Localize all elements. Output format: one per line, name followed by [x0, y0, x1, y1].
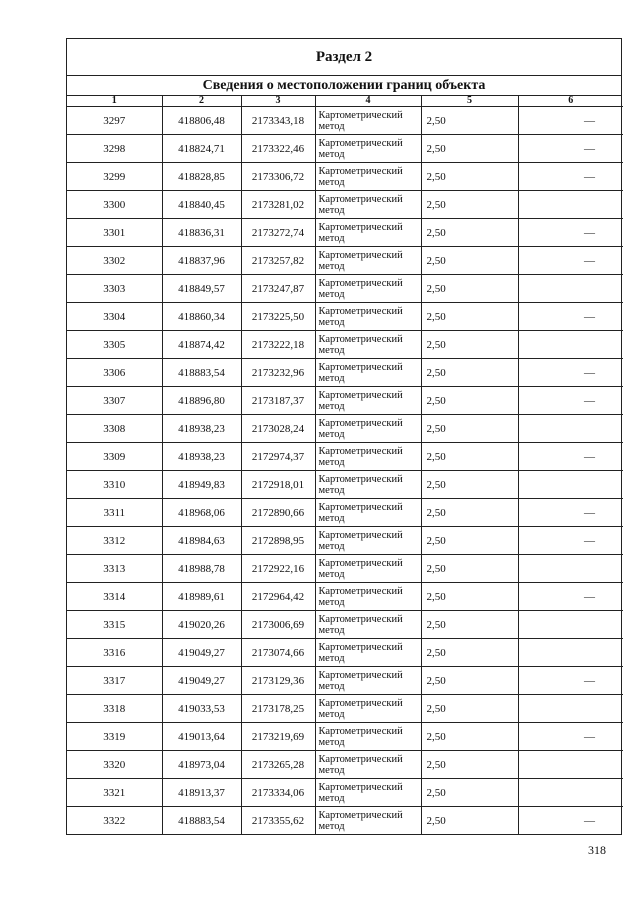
table-row — [67, 527, 623, 555]
x-coordinate-cell: 419049,27 — [162, 639, 241, 667]
point-number-cell: 3299 — [67, 163, 162, 191]
y-coordinate-cell: 2173257,82 — [241, 247, 315, 275]
document-frame — [66, 38, 622, 835]
precision-cell: 2,50 — [421, 751, 518, 779]
method-cell: Картометрический метод — [315, 163, 421, 191]
precision-cell: 2,50 — [421, 555, 518, 583]
x-coordinate-cell: 418836,31 — [162, 219, 241, 247]
point-number-cell: 3313 — [67, 555, 162, 583]
y-coordinate-cell: 2172974,37 — [241, 443, 315, 471]
point-number-cell: 3309 — [67, 443, 162, 471]
point-number-cell: 3316 — [67, 639, 162, 667]
y-coordinate-cell: 2173322,46 — [241, 135, 315, 163]
y-coordinate-cell: 2173222,18 — [241, 331, 315, 359]
method-cell: Картометрический метод — [315, 527, 421, 555]
precision-cell: 2,50 — [421, 219, 518, 247]
point-number-cell: 3307 — [67, 387, 162, 415]
method-cell: Картометрический метод — [315, 471, 421, 499]
x-coordinate-cell: 418968,06 — [162, 499, 241, 527]
note-cell — [518, 191, 623, 219]
point-number-cell: 3301 — [67, 219, 162, 247]
note-cell — [518, 751, 623, 779]
point-number-cell: 3302 — [67, 247, 162, 275]
x-coordinate-cell: 418988,78 — [162, 555, 241, 583]
method-cell: Картометрический метод — [315, 275, 421, 303]
y-coordinate-cell: 2172898,95 — [241, 527, 315, 555]
note-cell: — — [518, 163, 623, 191]
x-coordinate-cell: 418989,61 — [162, 583, 241, 611]
note-cell: — — [518, 723, 623, 751]
point-number-cell: 3297 — [67, 107, 162, 135]
note-cell — [518, 779, 623, 807]
table-row — [67, 387, 623, 415]
y-coordinate-cell: 2172918,01 — [241, 471, 315, 499]
x-coordinate-cell: 418973,04 — [162, 751, 241, 779]
table-row — [67, 499, 623, 527]
note-cell: — — [518, 667, 623, 695]
table-row — [67, 807, 623, 835]
point-number-cell: 3311 — [67, 499, 162, 527]
table-row — [67, 471, 623, 499]
column-header: 2 — [162, 96, 241, 107]
method-cell: Картометрический метод — [315, 555, 421, 583]
table-row — [67, 219, 623, 247]
precision-cell: 2,50 — [421, 639, 518, 667]
precision-cell: 2,50 — [421, 163, 518, 191]
x-coordinate-cell: 418874,42 — [162, 331, 241, 359]
table-row — [67, 611, 623, 639]
point-number-cell: 3314 — [67, 583, 162, 611]
table-row — [67, 415, 623, 443]
point-number-cell: 3305 — [67, 331, 162, 359]
x-coordinate-cell: 418828,85 — [162, 163, 241, 191]
precision-cell: 2,50 — [421, 807, 518, 835]
precision-cell: 2,50 — [421, 695, 518, 723]
table-row — [67, 555, 623, 583]
method-cell: Картометрический метод — [315, 611, 421, 639]
table-body — [67, 107, 623, 835]
precision-cell: 2,50 — [421, 387, 518, 415]
precision-cell: 2,50 — [421, 779, 518, 807]
point-number-cell: 3298 — [67, 135, 162, 163]
precision-cell: 2,50 — [421, 415, 518, 443]
point-number-cell: 3303 — [67, 275, 162, 303]
note-cell: — — [518, 807, 623, 835]
precision-cell: 2,50 — [421, 471, 518, 499]
y-coordinate-cell: 2173219,69 — [241, 723, 315, 751]
y-coordinate-cell: 2173028,24 — [241, 415, 315, 443]
point-number-cell: 3319 — [67, 723, 162, 751]
note-cell — [518, 639, 623, 667]
table-row — [67, 779, 623, 807]
method-cell: Картометрический метод — [315, 387, 421, 415]
table-row — [67, 331, 623, 359]
x-coordinate-cell: 418883,54 — [162, 807, 241, 835]
note-cell: — — [518, 443, 623, 471]
x-coordinate-cell: 419033,53 — [162, 695, 241, 723]
x-coordinate-cell: 418849,57 — [162, 275, 241, 303]
note-cell — [518, 555, 623, 583]
method-cell: Картометрический метод — [315, 723, 421, 751]
method-cell: Картометрический метод — [315, 247, 421, 275]
x-coordinate-cell: 418840,45 — [162, 191, 241, 219]
table-row — [67, 359, 623, 387]
note-cell — [518, 695, 623, 723]
x-coordinate-cell: 419020,26 — [162, 611, 241, 639]
y-coordinate-cell: 2173129,36 — [241, 667, 315, 695]
x-coordinate-cell: 419049,27 — [162, 667, 241, 695]
table-row — [67, 163, 623, 191]
table-row — [67, 639, 623, 667]
precision-cell: 2,50 — [421, 583, 518, 611]
y-coordinate-cell: 2173006,69 — [241, 611, 315, 639]
table-row — [67, 695, 623, 723]
method-cell: Картометрический метод — [315, 303, 421, 331]
note-cell — [518, 611, 623, 639]
table-row — [67, 191, 623, 219]
column-header: 6 — [518, 96, 623, 107]
y-coordinate-cell: 2173247,87 — [241, 275, 315, 303]
method-cell: Картометрический метод — [315, 751, 421, 779]
x-coordinate-cell: 418938,23 — [162, 415, 241, 443]
y-coordinate-cell: 2173232,96 — [241, 359, 315, 387]
precision-cell: 2,50 — [421, 135, 518, 163]
point-number-cell: 3304 — [67, 303, 162, 331]
x-coordinate-cell: 418984,63 — [162, 527, 241, 555]
precision-cell: 2,50 — [421, 611, 518, 639]
y-coordinate-cell: 2173343,18 — [241, 107, 315, 135]
point-number-cell: 3318 — [67, 695, 162, 723]
section-subtitle: Сведения о местоположении границ объекта — [67, 76, 621, 96]
x-coordinate-cell: 418860,34 — [162, 303, 241, 331]
method-cell: Картометрический метод — [315, 695, 421, 723]
y-coordinate-cell: 2172922,16 — [241, 555, 315, 583]
x-coordinate-cell: 418837,96 — [162, 247, 241, 275]
y-coordinate-cell: 2173225,50 — [241, 303, 315, 331]
x-coordinate-cell: 418824,71 — [162, 135, 241, 163]
x-coordinate-cell: 419013,64 — [162, 723, 241, 751]
precision-cell: 2,50 — [421, 275, 518, 303]
y-coordinate-cell: 2173334,06 — [241, 779, 315, 807]
point-number-cell: 3315 — [67, 611, 162, 639]
note-cell: — — [518, 135, 623, 163]
coordinates-table — [67, 96, 623, 834]
table-row — [67, 303, 623, 331]
note-cell: — — [518, 303, 623, 331]
note-cell: — — [518, 107, 623, 135]
point-number-cell: 3306 — [67, 359, 162, 387]
method-cell: Картометрический метод — [315, 807, 421, 835]
y-coordinate-cell: 2173074,66 — [241, 639, 315, 667]
x-coordinate-cell: 418896,80 — [162, 387, 241, 415]
precision-cell: 2,50 — [421, 107, 518, 135]
method-cell: Картометрический метод — [315, 639, 421, 667]
method-cell: Картометрический метод — [315, 499, 421, 527]
y-coordinate-cell: 2173178,25 — [241, 695, 315, 723]
table-header-row — [67, 96, 623, 107]
precision-cell: 2,50 — [421, 331, 518, 359]
method-cell: Картометрический метод — [315, 331, 421, 359]
table-row — [67, 667, 623, 695]
y-coordinate-cell: 2172890,66 — [241, 499, 315, 527]
column-header: 3 — [241, 96, 315, 107]
y-coordinate-cell: 2173281,02 — [241, 191, 315, 219]
method-cell: Картометрический метод — [315, 191, 421, 219]
y-coordinate-cell: 2173265,28 — [241, 751, 315, 779]
method-cell: Картометрический метод — [315, 219, 421, 247]
note-cell: — — [518, 583, 623, 611]
method-cell: Картометрический метод — [315, 359, 421, 387]
method-cell: Картометрический метод — [315, 779, 421, 807]
precision-cell: 2,50 — [421, 723, 518, 751]
x-coordinate-cell: 418883,54 — [162, 359, 241, 387]
note-cell: — — [518, 247, 623, 275]
table-row — [67, 275, 623, 303]
point-number-cell: 3310 — [67, 471, 162, 499]
point-number-cell: 3312 — [67, 527, 162, 555]
column-header: 5 — [421, 96, 518, 107]
table-row — [67, 247, 623, 275]
x-coordinate-cell: 418806,48 — [162, 107, 241, 135]
method-cell: Картометрический метод — [315, 415, 421, 443]
table-row — [67, 723, 623, 751]
precision-cell: 2,50 — [421, 443, 518, 471]
column-header: 4 — [315, 96, 421, 107]
table-row — [67, 583, 623, 611]
method-cell: Картометрический метод — [315, 443, 421, 471]
point-number-cell: 3322 — [67, 807, 162, 835]
precision-cell: 2,50 — [421, 499, 518, 527]
y-coordinate-cell: 2173187,37 — [241, 387, 315, 415]
note-cell — [518, 275, 623, 303]
method-cell: Картометрический метод — [315, 107, 421, 135]
precision-cell: 2,50 — [421, 359, 518, 387]
method-cell: Картометрический метод — [315, 667, 421, 695]
column-header: 1 — [67, 96, 162, 107]
point-number-cell: 3317 — [67, 667, 162, 695]
point-number-cell: 3321 — [67, 779, 162, 807]
point-number-cell: 3320 — [67, 751, 162, 779]
table-row — [67, 443, 623, 471]
precision-cell: 2,50 — [421, 667, 518, 695]
precision-cell: 2,50 — [421, 303, 518, 331]
x-coordinate-cell: 418913,37 — [162, 779, 241, 807]
note-cell: — — [518, 359, 623, 387]
method-cell: Картометрический метод — [315, 135, 421, 163]
y-coordinate-cell: 2173355,62 — [241, 807, 315, 835]
note-cell: — — [518, 219, 623, 247]
method-cell: Картометрический метод — [315, 583, 421, 611]
point-number-cell: 3300 — [67, 191, 162, 219]
note-cell — [518, 331, 623, 359]
precision-cell: 2,50 — [421, 247, 518, 275]
x-coordinate-cell: 418949,83 — [162, 471, 241, 499]
note-cell: — — [518, 527, 623, 555]
point-number-cell: 3308 — [67, 415, 162, 443]
y-coordinate-cell: 2172964,42 — [241, 583, 315, 611]
y-coordinate-cell: 2173306,72 — [241, 163, 315, 191]
page-number: 318 — [588, 843, 606, 857]
precision-cell: 2,50 — [421, 191, 518, 219]
x-coordinate-cell: 418938,23 — [162, 443, 241, 471]
table-row — [67, 107, 623, 135]
table-row — [67, 751, 623, 779]
table-row — [67, 135, 623, 163]
note-cell — [518, 415, 623, 443]
note-cell — [518, 471, 623, 499]
section-title: Раздел 2 — [67, 39, 621, 76]
y-coordinate-cell: 2173272,74 — [241, 219, 315, 247]
note-cell: — — [518, 499, 623, 527]
note-cell: — — [518, 387, 623, 415]
precision-cell: 2,50 — [421, 527, 518, 555]
